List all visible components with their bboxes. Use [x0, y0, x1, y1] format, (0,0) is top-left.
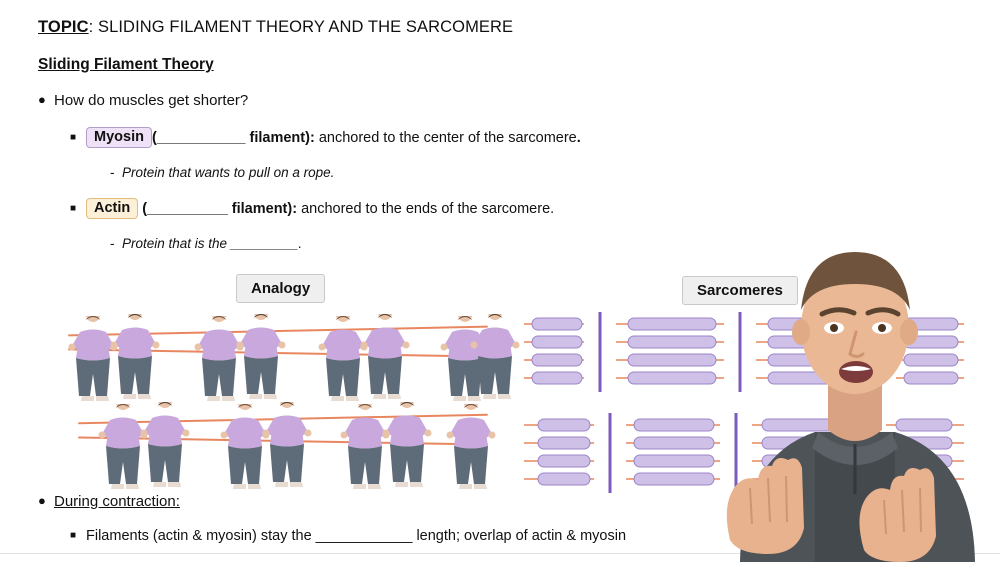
person-figure [464, 314, 526, 400]
bullet-filaments [70, 528, 626, 544]
sarcomere-diagram-bottom [524, 398, 964, 518]
topic-text: : SLIDING FILAMENT THEORY AND THE SARCOMERE [88, 18, 514, 36]
person-figure [440, 404, 502, 490]
actin-highlight-tag: Actin [86, 198, 138, 219]
section-heading: Sliding Filament Theory [38, 56, 214, 73]
actin-description: anchored to the ends of the sarcomere. [301, 201, 555, 217]
bullet-dot-icon: ● [38, 493, 46, 508]
person-figure [104, 314, 166, 400]
analogy-figure [0, 0, 520, 200]
actin-blank-text: (__________ filament): [142, 201, 298, 217]
person-figure [376, 402, 438, 488]
myosin-highlight-tag: Myosin [86, 127, 152, 148]
bullet-square-icon: ■ [70, 530, 77, 541]
person-figure [354, 314, 416, 400]
bullet-square-icon: ■ [70, 132, 77, 143]
dash-icon: - [110, 165, 115, 180]
person-figure [256, 402, 318, 488]
myosin-sub-text: Protein that wants to pull on a rope. [122, 165, 335, 180]
bullet-square-icon: ■ [70, 203, 77, 214]
bullet-actin-sub [110, 236, 302, 251]
bottom-divider [0, 553, 1000, 554]
analogy-caption: Analogy [236, 274, 325, 303]
bullet-dot-icon: ● [38, 92, 46, 107]
dash-icon: - [110, 236, 115, 251]
bullet-during-contraction [38, 493, 180, 510]
myosin-blank-text: (___________ filament): [151, 130, 315, 146]
myosin-description: anchored to the center of the sarcomere [318, 130, 577, 146]
actin-sub-text: Protein that is the _________. [122, 236, 303, 251]
myosin-period: . [576, 130, 581, 146]
person-figure [230, 314, 292, 400]
topic-label: TOPIC [38, 18, 89, 36]
during-contraction-label: During contraction: [54, 493, 180, 510]
person-figure [134, 402, 196, 488]
bullet-actin [70, 198, 554, 219]
filaments-label: Filaments (actin & myosin) stay the ____________ length; overlap of actin & myosin [86, 528, 627, 544]
bullet-question-label: How do muscles get shorter? [54, 92, 249, 109]
sarcomeres-caption: Sarcomeres [682, 276, 798, 305]
